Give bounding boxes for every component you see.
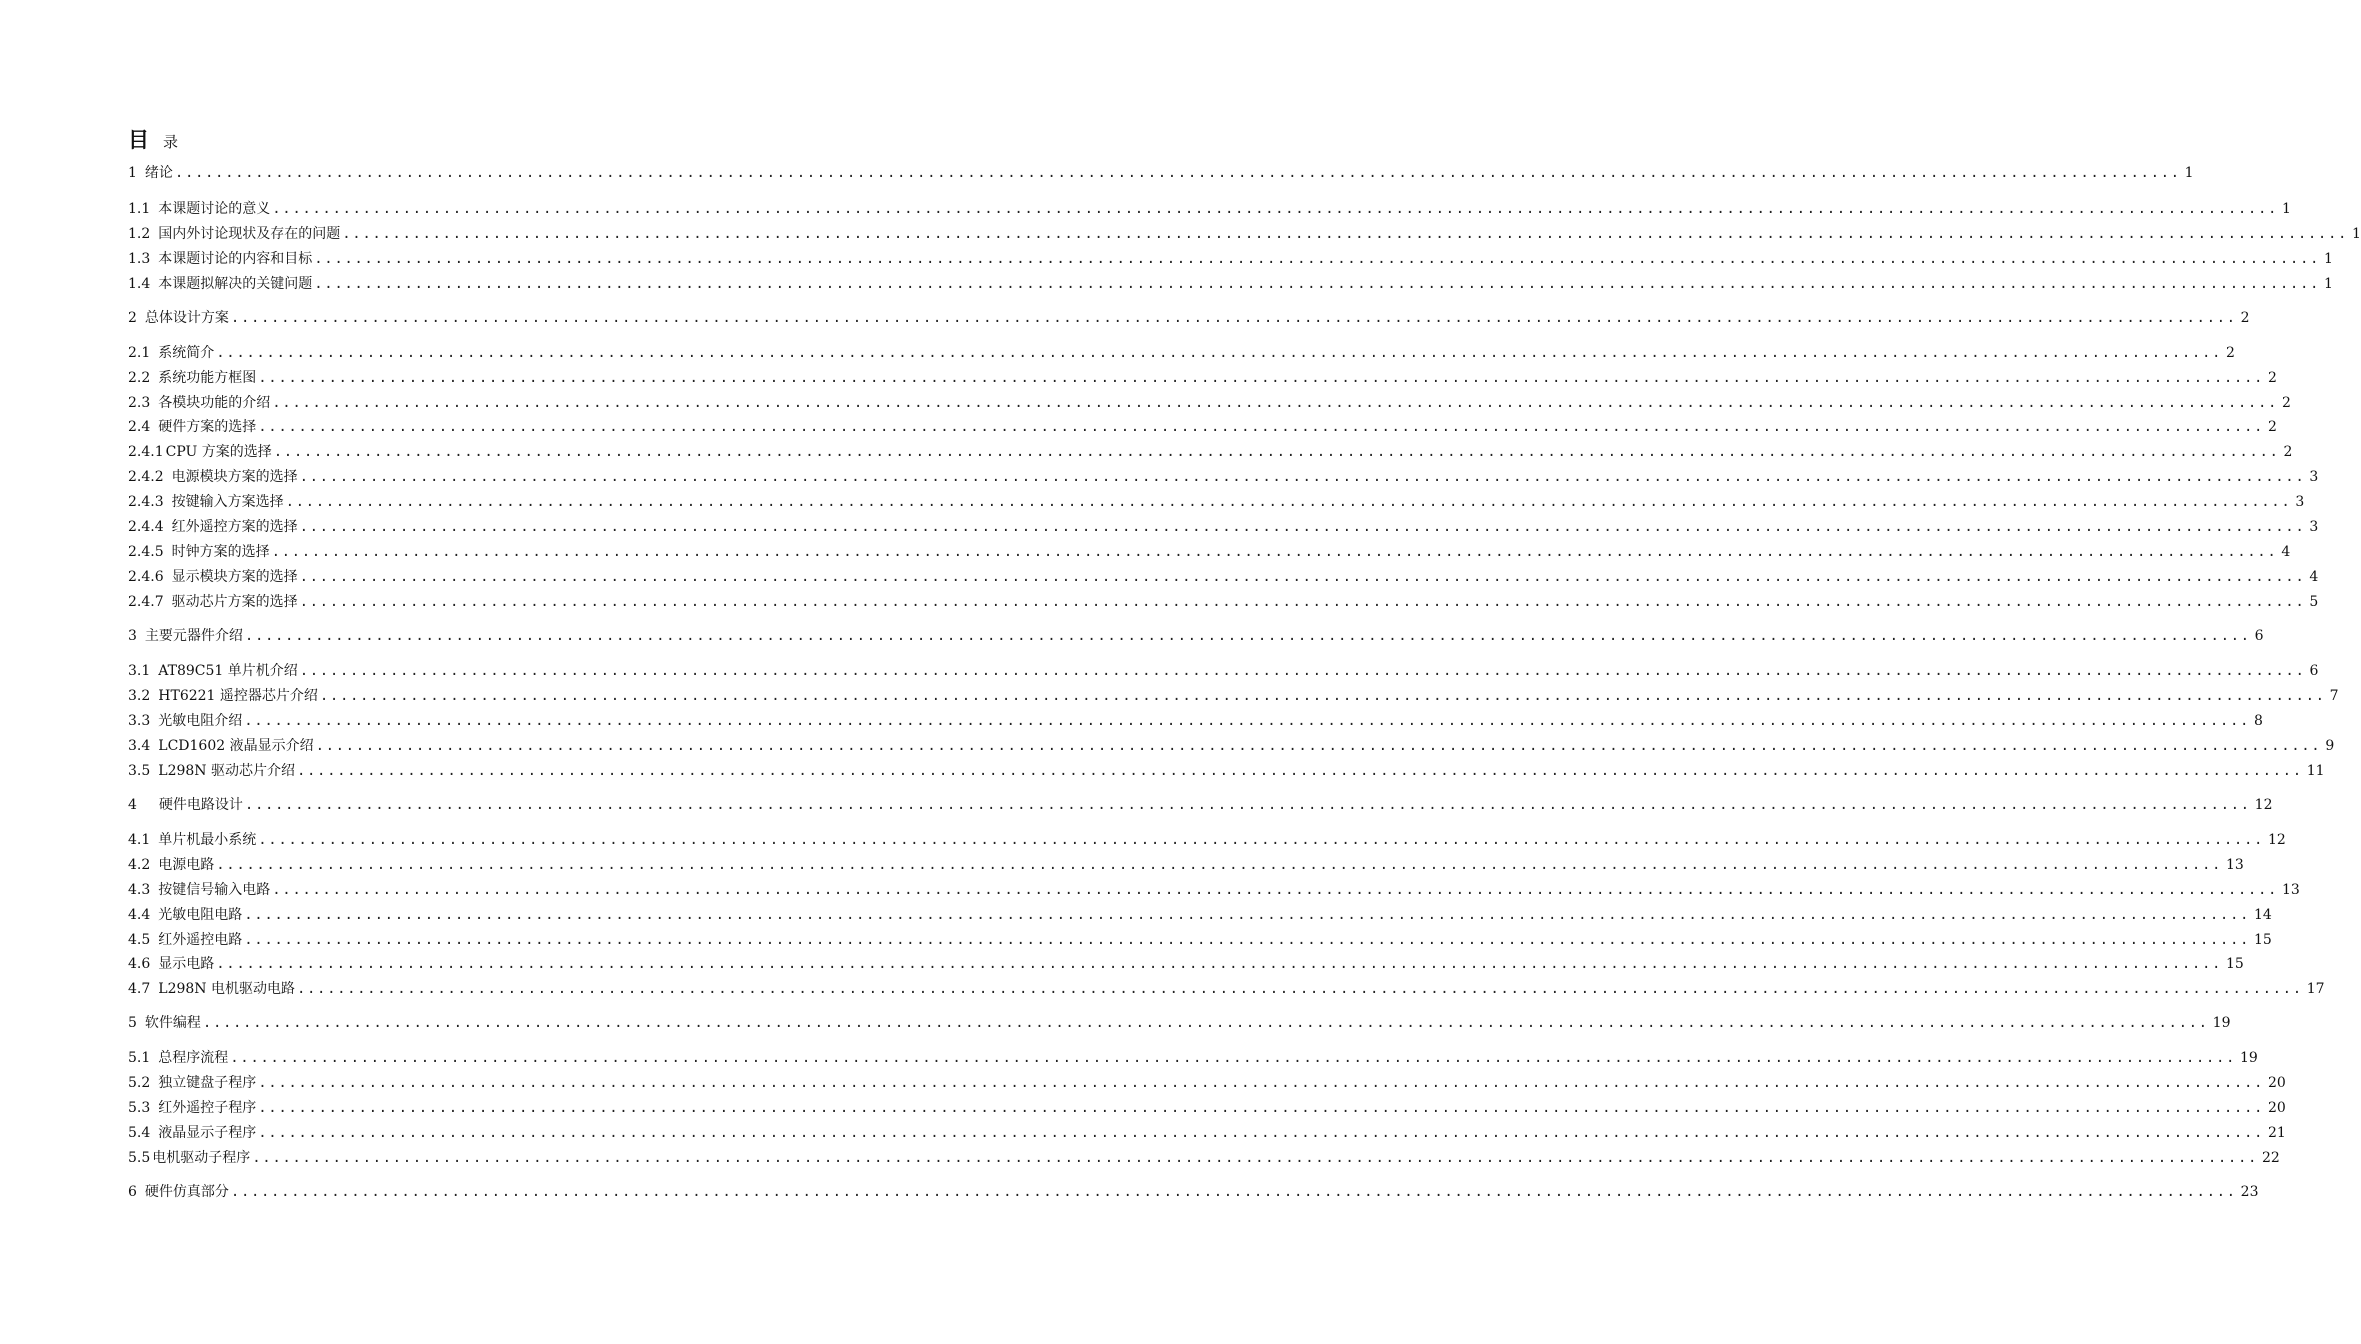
toc-dot-leader: ........................................................................................................................................................................................................ <box>285 494 2292 510</box>
toc-entry[interactable] <box>128 1120 2286 1142</box>
toc-entry-number: 3 <box>128 628 137 644</box>
toc-dot-leader: ........................................................................................................................................................................................................ <box>272 882 2279 898</box>
toc-title-main: 目 <box>128 127 149 152</box>
toc-entry-number: 5.4 <box>128 1125 151 1141</box>
toc-entry-title: CPU 方案的选择 <box>165 444 272 460</box>
toc-entry-number: 1.1 <box>128 201 151 217</box>
toc-entry-number: 5.1 <box>128 1050 151 1066</box>
toc-entry-page: 6 <box>2254 628 2264 644</box>
toc-entry-number: 2.4.5 <box>128 544 164 560</box>
toc-entry[interactable] <box>128 221 2361 243</box>
toc-entry-page: 19 <box>2212 1015 2231 1031</box>
toc-dot-leader: ........................................................................................................................................................................................................ <box>202 1015 2209 1031</box>
toc-entry[interactable] <box>128 792 2273 814</box>
toc-entry-number: 2.3 <box>128 395 151 411</box>
toc-entry-number: 2.4.7 <box>128 594 164 610</box>
toc-entry-number: 2.4.6 <box>128 569 164 585</box>
toc-entry-title: 单片机最小系统 <box>158 832 257 848</box>
toc-entry[interactable] <box>128 196 2291 218</box>
toc-entry-page: 15 <box>2226 956 2244 972</box>
toc-entry[interactable] <box>128 623 2264 645</box>
toc-entry-title: 各模块功能的介绍 <box>158 395 271 411</box>
toc-entry-title: 总体设计方案 <box>144 310 229 326</box>
toc-dot-leader: ........................................................................................................................................................................................................ <box>216 857 2223 873</box>
toc-entry[interactable] <box>128 733 2335 755</box>
toc-dot-leader: ........................................................................................................................................................................................................ <box>174 165 2181 181</box>
toc-entry-page: 3 <box>2295 494 2305 510</box>
toc-entry-title: 电源模块方案的选择 <box>171 469 298 485</box>
toc-entry-title: 硬件电路设计 <box>158 797 243 813</box>
toc-entry[interactable] <box>128 1070 2286 1092</box>
toc-dot-leader: ........................................................................................................................................................................................................ <box>299 594 2306 610</box>
toc-entry-number: 2.4.1 <box>128 444 164 460</box>
toc-entry-page: 1 <box>2352 226 2361 242</box>
toc-entry-number: 4.5 <box>128 932 151 948</box>
toc-entry-title: HT6221 遥控器芯片介绍 <box>158 688 318 704</box>
toc-entry-page: 9 <box>2325 738 2335 754</box>
toc-entry-number: 2.1 <box>128 345 151 361</box>
toc-entry-title: 主要元器件介绍 <box>144 628 243 644</box>
toc-entry-number: 2.4 <box>128 419 151 435</box>
toc-entry-page: 14 <box>2254 907 2272 923</box>
toc-dot-leader: ........................................................................................................................................................................................................ <box>319 688 2326 704</box>
toc-entry-page: 3 <box>2309 469 2319 485</box>
toc-entry-page: 12 <box>2268 832 2286 848</box>
toc-entry-title: 液晶显示子程序 <box>158 1125 257 1141</box>
toc-entry-number: 1.4 <box>128 276 151 292</box>
toc-entry-title: 硬件仿真部分 <box>144 1184 229 1200</box>
toc-entry-number: 4.4 <box>128 907 151 923</box>
toc-entry-title: 系统简介 <box>158 345 215 361</box>
toc-entry-number: 2.4.2 <box>128 469 164 485</box>
toc-entry-number: 4 <box>128 797 137 813</box>
toc-entry[interactable] <box>128 439 2293 461</box>
toc-entry-title: 本课题拟解决的关键问题 <box>158 276 313 292</box>
toc-entry-page: 8 <box>2254 713 2263 729</box>
toc-entry-title: 按键信号输入电路 <box>158 882 271 898</box>
toc-dot-leader: ........................................................................................................................................................................................................ <box>230 1050 2237 1066</box>
toc-entry-number: 3.5 <box>128 763 151 779</box>
toc-entry-title: 绪论 <box>144 165 173 181</box>
toc-entry[interactable] <box>128 414 2277 436</box>
toc-entry[interactable] <box>128 827 2286 849</box>
toc-entry[interactable] <box>128 976 2325 998</box>
toc-dot-leader: ........................................................................................................................................................................................................ <box>314 251 2321 267</box>
toc-entry-title: 本课题讨论的意义 <box>158 201 271 217</box>
toc-entry-page: 1 <box>2282 201 2291 217</box>
toc-entry-number: 4.1 <box>128 832 151 848</box>
toc-dot-leader: ........................................................................................................................................................................................................ <box>230 310 2237 326</box>
toc-entry[interactable] <box>128 564 2319 586</box>
toc-dot-leader: ........................................................................................................................................................................................................ <box>244 628 2251 644</box>
toc-entry-page: 20 <box>2268 1075 2286 1091</box>
toc-entry-page: 15 <box>2254 932 2272 948</box>
toc-entry-number: 1.3 <box>128 251 151 267</box>
toc-entry[interactable] <box>128 340 2235 362</box>
toc-entry-page: 17 <box>2306 981 2325 997</box>
toc-entry-title: 红外遥控方案的选择 <box>171 519 298 535</box>
toc-entry-number: 5.3 <box>128 1100 151 1116</box>
toc-entry[interactable] <box>128 271 2333 293</box>
toc-entry-title: 光敏电阻电路 <box>158 907 243 923</box>
toc-entry-title: 电机驱动子程序 <box>152 1150 251 1166</box>
toc-entry-page: 1 <box>2184 165 2194 181</box>
toc-entry-number: 3.3 <box>128 713 151 729</box>
toc-entry[interactable] <box>128 246 2333 268</box>
toc-entry-number: 4.2 <box>128 857 151 873</box>
toc-entry-page: 2 <box>2268 419 2277 435</box>
toc-dot-leader: ........................................................................................................................................................................................................ <box>258 1125 2265 1141</box>
toc-entry-title: 按键输入方案选择 <box>171 494 284 510</box>
toc-dot-leader: ........................................................................................................................................................................................................ <box>342 226 2349 242</box>
toc-entry-number: 1.2 <box>128 226 151 242</box>
toc-entry-number: 4.7 <box>128 981 151 997</box>
toc-entry-number: 5.5 <box>128 1150 151 1166</box>
toc-entry-page: 11 <box>2306 763 2325 779</box>
toc-entry-number: 5.2 <box>128 1075 151 1091</box>
toc-dot-leader: ........................................................................................................................................................................................................ <box>271 544 2278 560</box>
toc-entry-page: 21 <box>2268 1125 2286 1141</box>
toc-entry[interactable] <box>128 390 2291 412</box>
toc-dot-leader: ........................................................................................................................................................................................................ <box>272 395 2279 411</box>
toc-dot-leader: ........................................................................................................................................................................................................ <box>244 797 2251 813</box>
toc-entry-title: L298N 电机驱动电路 <box>158 981 295 997</box>
toc-dot-leader: ........................................................................................................................................................................................................ <box>258 1100 2265 1116</box>
toc-entry[interactable] <box>128 489 2305 511</box>
toc-entry-title: 红外遥控电路 <box>158 932 243 948</box>
toc-entry[interactable] <box>128 464 2319 486</box>
toc-entry-title: 显示电路 <box>158 956 215 972</box>
toc-title-secondary: 录 <box>163 133 179 151</box>
toc-entry-title: 国内外讨论现状及存在的问题 <box>158 226 341 242</box>
toc-entry-page: 13 <box>2226 857 2244 873</box>
toc-entry[interactable] <box>128 160 2194 182</box>
toc-dot-leader: ........................................................................................................................................................................................................ <box>299 569 2306 585</box>
toc-dot-leader: ........................................................................................................................................................................................................ <box>258 1075 2265 1091</box>
toc-entry-page: 4 <box>2281 544 2291 560</box>
toc-dot-leader: ........................................................................................................................................................................................................ <box>258 832 2265 848</box>
toc-entry-page: 2 <box>2226 345 2235 361</box>
toc-entry-page: 20 <box>2268 1100 2286 1116</box>
toc-entry-number: 2.2 <box>128 370 151 386</box>
toc-dot-leader: ........................................................................................................................................................................................................ <box>252 1150 2259 1166</box>
toc-dot-leader: ........................................................................................................................................................................................................ <box>230 1184 2237 1200</box>
toc-entry[interactable] <box>128 902 2272 924</box>
toc-dot-leader: ........................................................................................................................................................................................................ <box>244 932 2251 948</box>
toc-entry-title: 硬件方案的选择 <box>158 419 257 435</box>
toc-entry[interactable] <box>128 1179 2259 1201</box>
toc-entry-page: 1 <box>2324 251 2333 267</box>
toc-dot-leader: ........................................................................................................................................................................................................ <box>299 519 2306 535</box>
toc-entry-page: 2 <box>2283 444 2293 460</box>
toc-dot-leader: ........................................................................................................................................................................................................ <box>296 763 2303 779</box>
toc-entry-title: 独立键盘子程序 <box>158 1075 257 1091</box>
toc-dot-leader: ........................................................................................................................................................................................................ <box>216 345 2223 361</box>
toc-entry-title: 显示模块方案的选择 <box>171 569 298 585</box>
toc-entry-number: 3.1 <box>128 663 151 679</box>
toc-entry[interactable] <box>128 365 2277 387</box>
toc-entry-title: 本课题讨论的内容和目标 <box>158 251 313 267</box>
toc-entry[interactable] <box>128 539 2291 561</box>
toc-entry[interactable] <box>128 683 2339 705</box>
toc-entry[interactable] <box>128 852 2244 874</box>
toc-entry[interactable] <box>128 589 2319 611</box>
toc-entry-title: 系统功能方框图 <box>158 370 257 386</box>
toc-entry[interactable] <box>128 1045 2258 1067</box>
toc-dot-leader: ........................................................................................................................................................................................................ <box>315 738 2322 754</box>
toc-entry[interactable] <box>128 927 2272 949</box>
toc-entry-page: 2 <box>2240 310 2250 326</box>
toc-dot-leader: ........................................................................................................................................................................................................ <box>299 663 2306 679</box>
toc-dot-leader: ........................................................................................................................................................................................................ <box>272 201 2279 217</box>
toc-dot-leader: ........................................................................................................................................................................................................ <box>216 956 2223 972</box>
toc-entry-page: 6 <box>2309 663 2319 679</box>
toc-entry[interactable] <box>128 708 2263 730</box>
toc-entry-number: 2.4.3 <box>128 494 164 510</box>
toc-entry-page: 5 <box>2309 594 2319 610</box>
toc-entry[interactable] <box>128 951 2244 973</box>
toc-entry-title: 红外遥控子程序 <box>158 1100 257 1116</box>
toc-entry-number: 3.4 <box>128 738 151 754</box>
toc-entry-number: 2 <box>128 310 137 326</box>
toc-entry-number: 5 <box>128 1015 137 1031</box>
toc-dot-leader: ........................................................................................................................................................................................................ <box>314 276 2321 292</box>
toc-entry-number: 4.3 <box>128 882 151 898</box>
toc-dot-leader: ........................................................................................................................................................................................................ <box>296 981 2303 997</box>
toc-entry[interactable] <box>128 877 2300 899</box>
toc-entry-title: 总程序流程 <box>158 1050 229 1066</box>
toc-entry-number: 3.2 <box>128 688 151 704</box>
toc-entry-page: 19 <box>2240 1050 2258 1066</box>
toc-title <box>128 124 178 154</box>
toc-entry-page: 13 <box>2282 882 2300 898</box>
toc-entry-title: 软件编程 <box>144 1015 201 1031</box>
toc-entry-page: 2 <box>2282 395 2291 411</box>
toc-entry-title: 时钟方案的选择 <box>171 544 270 560</box>
toc-entry-page: 1 <box>2324 276 2333 292</box>
toc-entry-number: 1 <box>128 165 137 181</box>
toc-entry-page: 12 <box>2254 797 2273 813</box>
toc-entry-page: 23 <box>2240 1184 2259 1200</box>
toc-entry-title: LCD1602 液晶显示介绍 <box>158 738 314 754</box>
toc-dot-leader: ........................................................................................................................................................................................................ <box>258 419 2265 435</box>
toc-dot-leader: ........................................................................................................................................................................................................ <box>299 469 2306 485</box>
toc-entry-page: 22 <box>2262 1150 2280 1166</box>
toc-entry-number: 6 <box>128 1184 137 1200</box>
toc-entry-title: 光敏电阻介绍 <box>158 713 243 729</box>
toc-entry-page: 4 <box>2309 569 2319 585</box>
toc-dot-leader: ........................................................................................................................................................................................................ <box>244 907 2251 923</box>
toc-dot-leader: ........................................................................................................................................................................................................ <box>258 370 2265 386</box>
toc-dot-leader: ........................................................................................................................................................................................................ <box>244 713 2251 729</box>
toc-entry-title: AT89C51 单片机介绍 <box>158 663 298 679</box>
toc-entry-page: 3 <box>2309 519 2319 535</box>
toc-entry[interactable] <box>128 305 2250 327</box>
toc-entry-number: 4.6 <box>128 956 151 972</box>
toc-entry[interactable] <box>128 758 2325 780</box>
toc-entry-page: 2 <box>2268 370 2277 386</box>
toc-entry[interactable] <box>128 1095 2286 1117</box>
toc-entry-title: 驱动芯片方案的选择 <box>171 594 298 610</box>
toc-entry-number: 2.4.4 <box>128 519 164 535</box>
toc-entry[interactable] <box>128 1145 2280 1167</box>
toc-entry-title: L298N 驱动芯片介绍 <box>158 763 295 779</box>
toc-entry-page: 7 <box>2329 688 2339 704</box>
toc-entry[interactable] <box>128 658 2319 680</box>
toc-entry-title: 电源电路 <box>158 857 215 873</box>
toc-entry[interactable] <box>128 1010 2231 1032</box>
toc-dot-leader: ........................................................................................................................................................................................................ <box>273 444 2280 460</box>
toc-entry[interactable] <box>128 514 2319 536</box>
